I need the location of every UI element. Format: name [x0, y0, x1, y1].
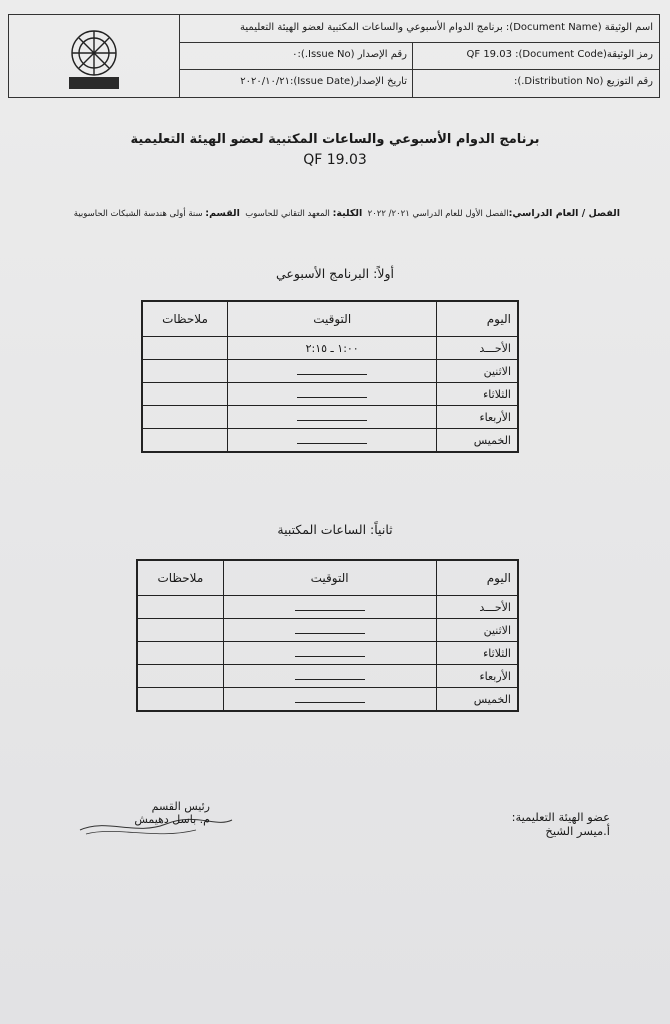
member-name: أ.ميسر الشيخ [545, 824, 610, 838]
issue-no: رقم الإصدار (Issue No.):٠ [292, 49, 407, 60]
day-cell: الخميس [437, 429, 518, 453]
header-time: التوقيت [223, 560, 436, 596]
table-row [142, 337, 518, 360]
notes-cell [137, 688, 223, 712]
document-header [8, 14, 660, 98]
distribution-no: رقم التوزيع (Distribution No.): [513, 76, 653, 87]
dept-label: القسم: [205, 208, 240, 219]
time-cell [223, 619, 436, 642]
day-cell: الثلاثاء [436, 642, 518, 665]
distribution-cell [412, 69, 659, 97]
document-code-cell [412, 42, 659, 69]
time-cell [228, 406, 437, 429]
day-cell: الاثنين [436, 619, 518, 642]
time-cell [228, 429, 437, 453]
college-label: الكلية: [332, 208, 363, 219]
table-row [142, 360, 518, 383]
table-row [137, 665, 518, 688]
blank-line [295, 602, 365, 611]
university-logo-icon [9, 15, 179, 97]
notes-cell [142, 360, 228, 383]
time-cell: ١:٠٠ ـ ٢:١٥ [228, 337, 437, 360]
head-name: م. باسل دهيمش [134, 813, 210, 826]
logo-cell [9, 15, 180, 97]
header-row-name [179, 15, 659, 43]
table-row [142, 429, 518, 453]
notes-cell [142, 383, 228, 406]
document-code: رمز الوثيقة(Document Code): QF 19.03 [466, 49, 653, 60]
time-cell [223, 665, 436, 688]
day-cell: الأربعاء [437, 406, 518, 429]
notes-cell [142, 429, 228, 453]
blank-line [297, 366, 367, 375]
table-row [137, 596, 518, 619]
member-title: عضو الهيئة التعليمية: [511, 810, 610, 824]
head-title: رئيس القسم [151, 800, 210, 813]
dept-value: سنة أولى هندسة الشبكات الحاسوبية [73, 209, 203, 219]
table-row [137, 642, 518, 665]
table-row [142, 383, 518, 406]
blank-line [295, 625, 365, 634]
semester-value: الفصل الأول للعام الدراسي ٢٠٢١/ ٢٠٢٢ [367, 209, 509, 219]
office-hours-table [136, 559, 519, 712]
issue-no-cell [179, 42, 413, 69]
notes-cell [142, 337, 228, 360]
day-cell: الأحـــد [436, 596, 518, 619]
weekly-table [141, 300, 519, 453]
issue-date: تاريخ الإصدار(Issue Date):٢٠٢٠/١٠/٢١ [240, 76, 407, 87]
notes-cell [137, 665, 223, 688]
table-row [137, 688, 518, 712]
header-day: اليوم [436, 560, 518, 596]
semester-label: الفصل / العام الدراسي: [508, 208, 620, 219]
notes-cell [137, 619, 223, 642]
header-row-distribution [179, 69, 659, 97]
day-cell: الثلاثاء [437, 383, 518, 406]
document-name: اسم الوثيقة (Document Name): برنامج الدوام الأسبوعي والساعات المكتبية لعضو الهيئة التعليمية [240, 22, 653, 33]
info-line [74, 208, 620, 219]
time-cell [223, 688, 436, 712]
header-day: اليوم [437, 301, 518, 337]
time-cell [228, 360, 437, 383]
document-title: برنامج الدوام الأسبوعي والساعات المكتبية لعضو الهيئة التعليمية [130, 132, 540, 147]
header-notes: ملاحظات [137, 560, 223, 596]
time-cell [223, 596, 436, 619]
time-cell [228, 383, 437, 406]
day-cell: الاثنين [437, 360, 518, 383]
document-code-title: QF 19.03 [303, 152, 367, 168]
table-row [137, 619, 518, 642]
blank-line [297, 435, 367, 444]
blank-line [297, 389, 367, 398]
table-header-row [137, 560, 518, 596]
day-cell: الأربعاء [436, 665, 518, 688]
table-header-row [142, 301, 518, 337]
header-row-code [179, 42, 659, 70]
college-value: المعهد التقاني للحاسوب [245, 209, 330, 219]
weekly-section-title: أولاً: البرنامج الأسبوعي [276, 266, 394, 281]
blank-line [297, 412, 367, 421]
office-section-title: ثانياً: الساعات المكتبية [277, 522, 393, 537]
notes-cell [137, 596, 223, 619]
issue-date-cell [179, 69, 413, 97]
blank-line [295, 648, 365, 657]
notes-cell [137, 642, 223, 665]
day-cell: الخميس [436, 688, 518, 712]
notes-cell [142, 406, 228, 429]
faculty-member-signature [512, 810, 610, 838]
department-head-signature [80, 800, 210, 826]
time-cell [223, 642, 436, 665]
header-notes: ملاحظات [142, 301, 228, 337]
header-time: التوقيت [228, 301, 437, 337]
blank-line [295, 671, 365, 680]
table-row [142, 406, 518, 429]
blank-line [295, 694, 365, 703]
day-cell: الأحـــد [437, 337, 518, 360]
